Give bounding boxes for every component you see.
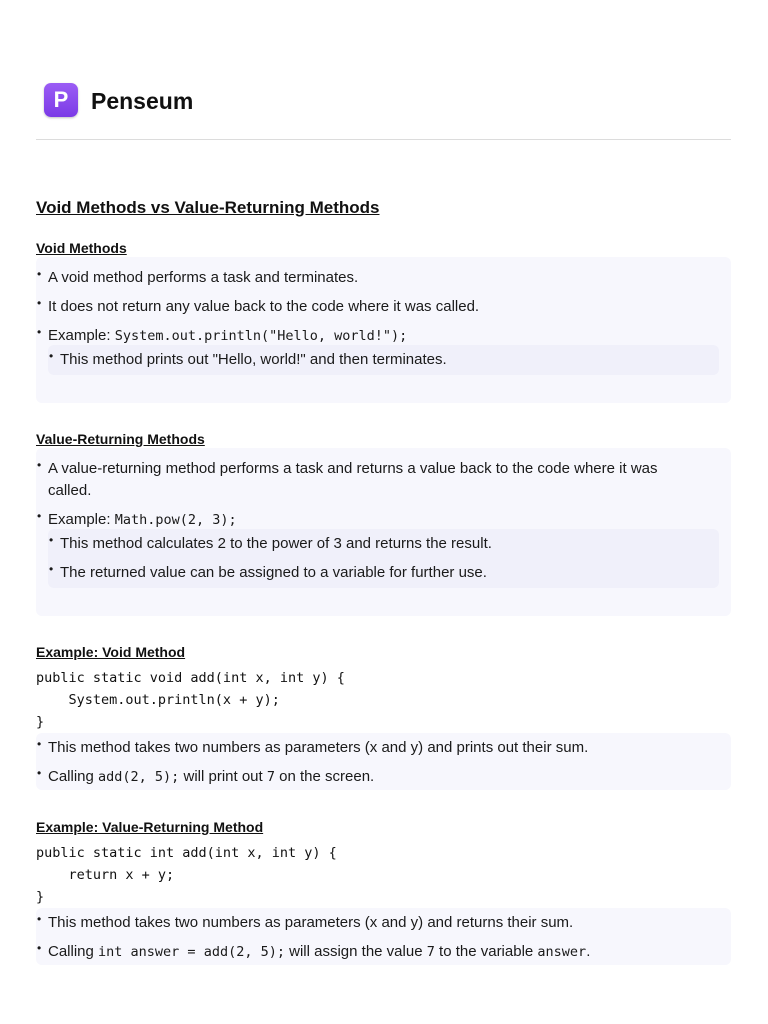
list-item: • This method calculates 2 to the power of 3 and returns the result.	[48, 533, 719, 555]
code-block: public static int add(int x, int y) { return x + y; }	[36, 845, 337, 905]
list-item: • This method prints out "Hello, world!" and then terminates.	[48, 349, 719, 371]
example-void-heading: Example: Void Method	[36, 644, 186, 660]
inline-code: Math.pow(2, 3);	[114, 512, 237, 528]
list-item: • Example: Math.pow(2, 3);	[36, 509, 681, 531]
list-item: • A value-returning method performs a task and returns a value back to the code where it was called.	[36, 458, 681, 502]
void-methods-heading: Void Methods	[36, 240, 127, 256]
value-returning-sublist	[48, 529, 719, 588]
void-methods-sublist	[48, 345, 719, 375]
document-content	[36, 198, 731, 965]
header	[36, 83, 731, 140]
brand-name[interactable]: Penseum	[91, 88, 194, 114]
void-methods-box	[36, 257, 731, 403]
example-value-notes	[36, 908, 731, 965]
header-divider	[36, 139, 731, 140]
code-block: public static void add(int x, int y) { System.out.println(x + y); }	[36, 670, 345, 730]
list-item: • Calling add(2, 5); will print out 7 on the screen.	[36, 766, 731, 788]
list-item: • The returned value can be assigned to a variable for further use.	[48, 562, 719, 584]
list-item: • Example: System.out.println("Hello, world!");	[36, 325, 731, 347]
value-returning-box	[36, 448, 731, 616]
example-value-heading: Example: Value-Returning Method	[36, 819, 264, 835]
list-item: • A void method performs a task and terminates.	[36, 267, 731, 289]
value-returning-heading: Value-Returning Methods	[36, 431, 205, 447]
inline-code: System.out.println("Hello, world!");	[114, 328, 408, 344]
page-title: Void Methods vs Value-Returning Methods	[36, 198, 380, 217]
penseum-logo-icon[interactable]: P	[44, 83, 78, 117]
list-item: • This method takes two numbers as parameters (x and y) and prints out their sum.	[36, 737, 731, 759]
list-item: • Calling int answer = add(2, 5); will assign the value 7 to the variable answer.	[36, 941, 731, 963]
example-void-notes	[36, 733, 731, 790]
list-item: • It does not return any value back to the code where it was called.	[36, 296, 731, 318]
list-item: • This method takes two numbers as parameters (x and y) and returns their sum.	[36, 912, 731, 934]
